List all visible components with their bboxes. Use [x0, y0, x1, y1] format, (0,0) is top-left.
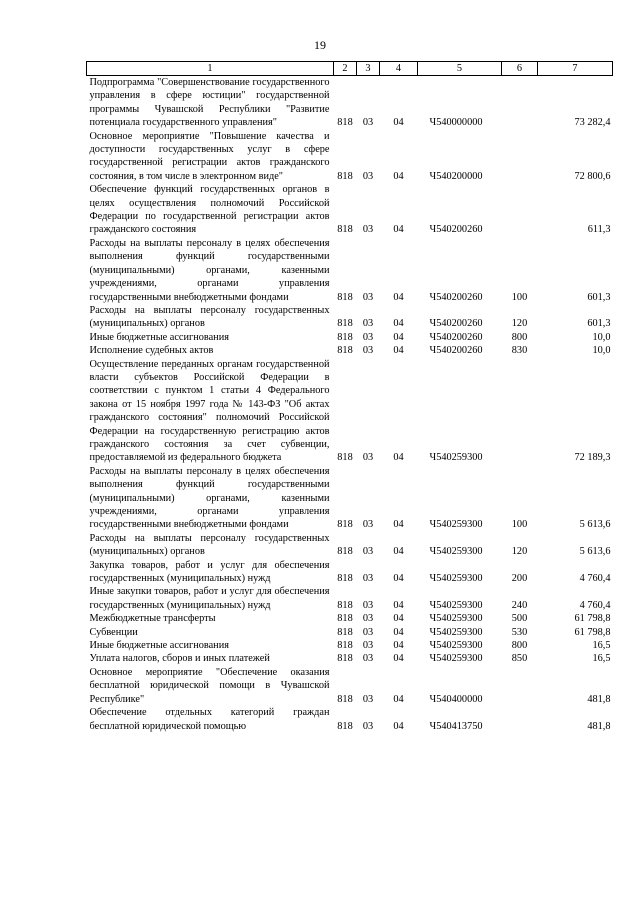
subsection-code: 04 [393, 170, 404, 182]
expense-name-cell [87, 652, 334, 665]
expense-name-cell [87, 666, 334, 706]
table-row [87, 706, 613, 733]
table-row [87, 626, 613, 639]
subsection-code: 04 [393, 653, 404, 665]
section-code: 03 [362, 613, 374, 625]
target-article-code: Ч540259300 [429, 573, 483, 585]
ministry-code: 818 [337, 519, 353, 531]
subsection-code: 04 [393, 224, 404, 236]
subsection-code: 04 [393, 318, 404, 330]
section-code: 03 [362, 693, 374, 705]
amount: 481,8 [587, 693, 611, 705]
target-article-code: Ч540200000 [429, 170, 483, 182]
amount: 16,5 [592, 653, 611, 665]
target-article-code: Ч540259300 [429, 613, 483, 625]
subsection-code: 04 [393, 640, 404, 652]
target-article-code: Ч540200260 [429, 331, 483, 343]
expense-type-code [502, 76, 538, 130]
expense-name: Основное мероприятие "Обеспечение оказания бесплатной юридической помощи в Чувашской Республике" [89, 666, 330, 705]
section-code: 03 [362, 573, 374, 585]
section-code: 03 [362, 720, 374, 732]
expense-name: Исполнение судебных актов [89, 345, 214, 357]
expense-name: Иные бюджетные ассигнования [89, 331, 229, 343]
expense-type-code: 120 [511, 546, 528, 558]
expense-name-cell [87, 76, 334, 130]
column-header: 3 [357, 62, 380, 76]
ministry-code: 818 [337, 170, 353, 182]
ministry-code: 818 [337, 626, 353, 638]
table-row [87, 358, 613, 465]
expense-name: Расходы на выплаты персоналу государственных (муниципальных) органов [89, 532, 330, 558]
expense-name-cell [87, 237, 334, 304]
expense-name-cell [87, 585, 334, 612]
column-header: 1 [87, 62, 334, 76]
amount: 601,3 [587, 291, 611, 303]
target-article-code: Ч540200260 [429, 224, 483, 236]
section-code: 03 [362, 345, 374, 357]
expense-name: Обеспечение отдельных категорий граждан бесплатной юридической помощью [89, 707, 330, 732]
expense-name: Расходы на выплаты персоналу государственных (муниципальных) органов [89, 304, 330, 330]
expense-type-code: 500 [511, 613, 528, 625]
expense-type-code: 200 [511, 573, 528, 585]
ministry-code: 818 [337, 573, 353, 585]
expense-name: Основное мероприятие "Повышение качества и доступности государственных услуг в сфере государственной регистрации актов гражданского состояния, в том числе в электронном виде" [89, 130, 330, 182]
target-article-code: Ч540259300 [429, 626, 483, 638]
section-code: 03 [362, 626, 374, 638]
target-article-code: Ч540259300 [429, 519, 483, 531]
expense-name-cell [87, 639, 334, 652]
table-row [87, 237, 613, 304]
ministry-code: 818 [337, 693, 353, 705]
subsection-code: 04 [393, 291, 404, 303]
subsection-code: 04 [393, 573, 404, 585]
expense-name: Подпрограмма "Совершенствование государственного управления в сфере юстиции" государственной программы Чувашской Республики "Развитие потенциала государственного управления" [89, 77, 330, 129]
column-header: 4 [380, 62, 418, 76]
budget-table [86, 61, 613, 733]
section-code: 03 [362, 117, 374, 129]
expense-name-cell [87, 559, 334, 586]
amount: 481,8 [587, 720, 611, 732]
expense-type-code: 100 [511, 291, 528, 303]
table-row [87, 652, 613, 665]
header-row [87, 62, 613, 76]
ministry-code: 818 [337, 613, 353, 625]
ministry-code: 818 [337, 452, 353, 464]
target-article-code: Ч540200260 [429, 318, 483, 330]
target-article-code: Ч540400000 [429, 693, 483, 705]
target-article-code: Ч540259300 [429, 599, 483, 611]
ministry-code: 818 [337, 318, 353, 330]
expense-type-code [502, 130, 538, 184]
subsection-code: 04 [393, 626, 404, 638]
expense-name-cell [87, 344, 334, 357]
ministry-code: 818 [337, 291, 353, 303]
expense-name-cell [87, 130, 334, 184]
expense-type-code: 800 [511, 331, 528, 343]
expense-name: Межбюджетные трансферты [89, 613, 216, 625]
expense-name: Расходы на выплаты персоналу в целях обеспечения выполнения функций государственными (муниципальными) органами, казенными учреждениями, органами управления государственными внебюджетными фондами [89, 465, 330, 531]
table-row [87, 612, 613, 625]
expense-type-code [502, 358, 538, 465]
expense-type-code [502, 666, 538, 706]
target-article-code: Ч540259300 [429, 546, 483, 558]
amount: 611,3 [587, 224, 611, 236]
section-code: 03 [362, 291, 374, 303]
expense-name: Иные закупки товаров, работ и услуг для обеспечения государственных (муниципальных) нужд [89, 586, 330, 611]
amount: 61 798,8 [574, 613, 611, 625]
expense-name: Расходы на выплаты персоналу в целях обеспечения выполнения функций государственными (муниципальными) органами, казенными учреждениями, органами управления государственными внебюджетными фондами [89, 237, 330, 303]
ministry-code: 818 [337, 117, 353, 129]
amount: 72 800,6 [574, 170, 611, 182]
expense-type-code: 830 [511, 345, 528, 357]
expense-type-code: 800 [511, 640, 528, 652]
amount: 10,0 [592, 345, 611, 357]
target-article-code: Ч540413750 [429, 720, 483, 732]
subsection-code: 04 [393, 331, 404, 343]
subsection-code: 04 [393, 117, 404, 129]
expense-name-cell [87, 331, 334, 344]
expense-name: Закупка товаров, работ и услуг для обеспечения государственных (муниципальных) нужд [89, 559, 330, 585]
expense-name-cell [87, 532, 334, 559]
amount: 16,5 [592, 640, 611, 652]
subsection-code: 04 [393, 720, 404, 732]
subsection-code: 04 [393, 613, 404, 625]
ministry-code: 818 [337, 546, 353, 558]
target-article-code: Ч540259300 [429, 653, 483, 665]
expense-name-cell [87, 706, 334, 733]
table-row [87, 666, 613, 706]
target-article-code: Ч540259300 [429, 640, 483, 652]
ministry-code: 818 [337, 640, 353, 652]
table-row [87, 465, 613, 532]
expense-name-cell [87, 358, 334, 465]
expense-name: Обеспечение функций государственных органов в целях осуществления полномочий Российской Федерации по государственной регистрации актов гражданского состояния [89, 184, 330, 236]
subsection-code: 04 [393, 519, 404, 531]
expense-name: Иные бюджетные ассигнования [89, 640, 229, 652]
amount: 73 282,4 [574, 117, 611, 129]
table-row [87, 559, 613, 586]
subsection-code: 04 [393, 546, 404, 558]
expense-type-code [502, 706, 538, 733]
expense-type-code [502, 183, 538, 237]
expense-type-code: 120 [511, 318, 528, 330]
expense-name-cell [87, 183, 334, 237]
expense-type-code: 100 [511, 519, 528, 531]
ministry-code: 818 [337, 720, 353, 732]
table-row [87, 304, 613, 331]
subsection-code: 04 [393, 345, 404, 357]
expense-name-cell [87, 304, 334, 331]
ministry-code: 818 [337, 599, 353, 611]
expense-name: Уплата налогов, сборов и иных платежей [89, 653, 270, 665]
subsection-code: 04 [393, 599, 404, 611]
target-article-code: Ч540200260 [429, 345, 483, 357]
ministry-code: 818 [337, 653, 353, 665]
expense-name: Субвенции [89, 626, 138, 638]
amount: 61 798,8 [574, 626, 611, 638]
column-header: 7 [538, 62, 613, 76]
amount: 4 760,4 [579, 573, 611, 585]
expense-type-code: 530 [511, 626, 528, 638]
page-number: 19 [314, 38, 326, 52]
section-code: 03 [362, 640, 374, 652]
table-row [87, 639, 613, 652]
expense-type-code: 850 [511, 653, 528, 665]
table-row [87, 183, 613, 237]
column-header: 5 [418, 62, 502, 76]
table-row [87, 331, 613, 344]
column-header: 6 [502, 62, 538, 76]
amount: 5 613,6 [579, 519, 611, 531]
amount: 72 189,3 [574, 452, 611, 464]
amount: 601,3 [587, 318, 611, 330]
section-code: 03 [362, 546, 374, 558]
section-code: 03 [362, 331, 374, 343]
expense-name-cell [87, 612, 334, 625]
amount: 5 613,6 [579, 546, 611, 558]
table-row [87, 532, 613, 559]
expense-name-cell [87, 626, 334, 639]
amount: 4 760,4 [579, 599, 611, 611]
expense-name: Осуществление переданных органам государственной власти субъектов Российской Федерации в соответствии с пунктом 1 статьи 4 Федерального закона от 15 ноября 1997 года № 143-ФЗ "Об актах гражданского состояния" полномочий Российской Федерации на государственную регистрацию актов гражданского состояния за счет субвенции, предоставляемой из федерального бюджета [89, 358, 330, 464]
ministry-code: 818 [337, 224, 353, 236]
column-header: 2 [334, 62, 357, 76]
ministry-code: 818 [337, 345, 353, 357]
subsection-code: 04 [393, 693, 404, 705]
section-code: 03 [362, 519, 374, 531]
table-row [87, 585, 613, 612]
target-article-code: Ч540000000 [429, 117, 483, 129]
ministry-code: 818 [337, 331, 353, 343]
table-row [87, 130, 613, 184]
section-code: 03 [362, 653, 374, 665]
expense-name-cell [87, 465, 334, 532]
table-row [87, 344, 613, 357]
section-code: 03 [362, 224, 374, 236]
subsection-code: 04 [393, 452, 404, 464]
table-row [87, 76, 613, 130]
expense-type-code: 240 [511, 599, 528, 611]
section-code: 03 [362, 170, 374, 182]
section-code: 03 [362, 452, 374, 464]
target-article-code: Ч540200260 [429, 291, 483, 303]
section-code: 03 [362, 599, 374, 611]
section-code: 03 [362, 318, 374, 330]
amount: 10,0 [592, 331, 611, 343]
target-article-code: Ч540259300 [429, 452, 483, 464]
